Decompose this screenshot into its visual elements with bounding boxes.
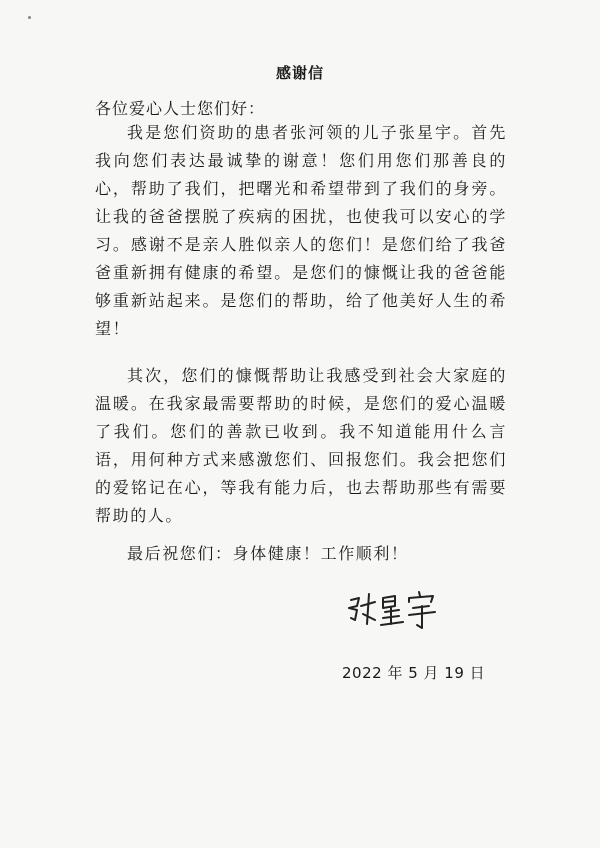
handwritten-signature — [345, 588, 445, 632]
letter-paragraph-1: 我是您们资助的患者张河领的儿子张星宇。首先我向您们表达最诚挚的谢意！您们用您们那善良的心，帮助了我们，把曙光和希望带到了我们的身旁。让我的爸爸摆脱了疾病的困扰，也使我可以安心的学习。感谢不是亲人胜似亲人的您们！是您们给了我爸爸重新拥有健康的希望。是您们的慷慨让我的爸爸能够重新站起来。是您们的帮助，给了他美好人生的希望！ — [95, 123, 507, 338]
letter-salutation: 各位爱心人士您们好： — [95, 99, 266, 118]
letter-title: 感谢信 — [275, 64, 324, 82]
letter-paragraph-3: 最后祝您们：身体健康！工作顺利！ — [127, 544, 409, 563]
letter-paragraph-2: 其次，您们的慷慨帮助让我感受到社会大家庭的温暖。在我家最需要帮助的时候，是您们的爱心温暖了我们。您们的善款已收到。我不知道能用什么言语，用何种方式来感激您们、回报您们。我会把您们的爱铭记在心，等我有能力后，也去帮助那些有需要帮助的人。 — [95, 366, 507, 525]
letter-date: 2022 年 5 月 19 日 — [342, 664, 486, 682]
scan-speck — [28, 16, 31, 19]
